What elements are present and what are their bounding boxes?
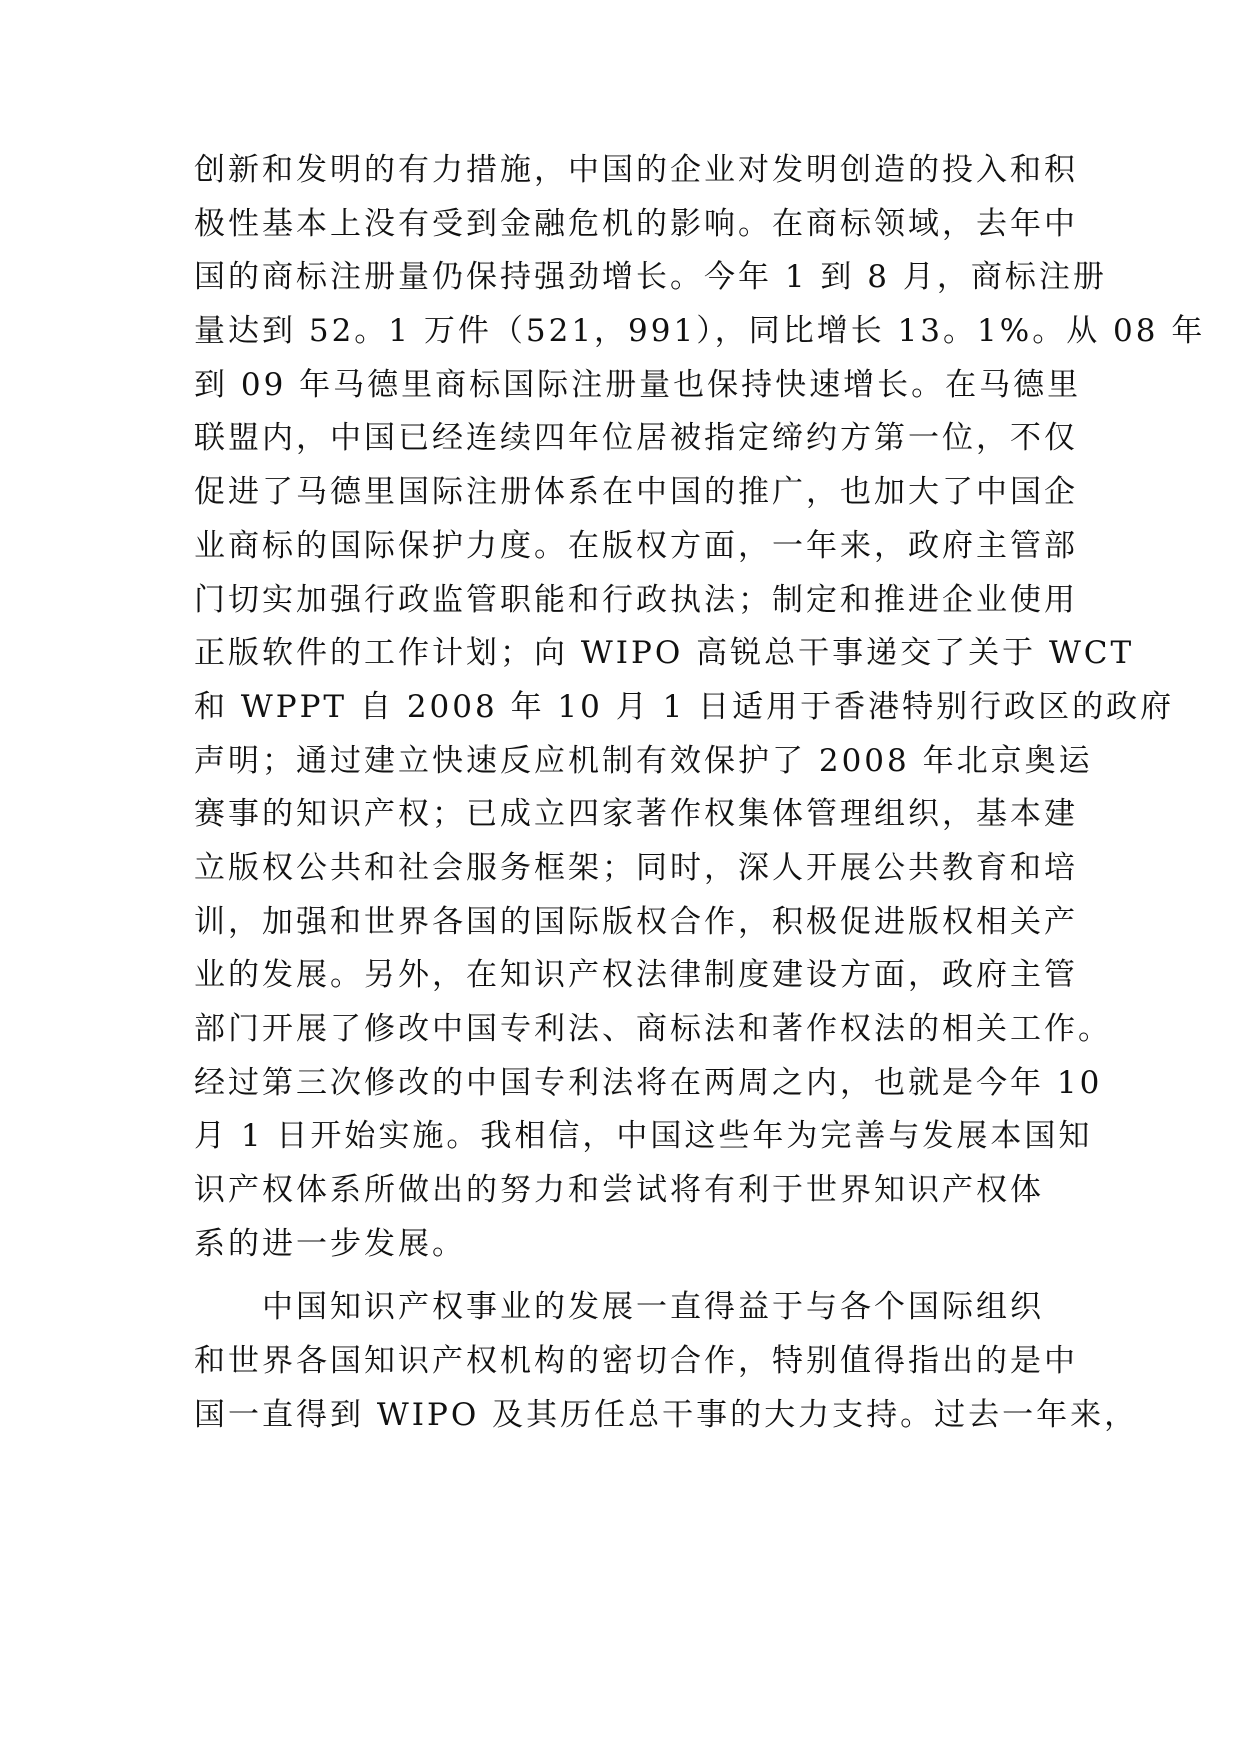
text-line: 训，加强和世界各国的国际版权合作，积极促进版权相关产 [194, 903, 1078, 940]
text-line: 和 WPPT 自 2008 年 10 月 1 日适用于香港特别行政区的政府 [194, 688, 1175, 725]
text-line: 中国知识产权事业的发展一直得益于与各个国际组织 [262, 1289, 1044, 1326]
text-line: 创新和发明的有力措施，中国的企业对发明创造的投入和积 [194, 152, 1078, 188]
text-line: 经过第三次修改的中国专利法将在两周之内，也就是今年 10 [194, 1064, 1103, 1101]
text-line: 极性基本上没有受到金融危机的影响。在商标领域，去年中 [194, 205, 1078, 242]
text-line: 量达到 52。1 万件（521，991），同比增长 13。1%。从 08 年 [194, 313, 1206, 350]
document-body [194, 144, 1206, 1443]
text-line: 立版权公共和社会服务框架；同时，深人开展公共教育和培 [194, 849, 1078, 886]
text-line: 和世界各国知识产权机构的密切合作，特别值得指出的是中 [194, 1343, 1078, 1380]
text-line: 国的商标注册量仍保持强劲增长。今年 1 到 8 月，商标注册 [194, 259, 1107, 296]
text-line: 声明；通过建立快速反应机制有效保护了 2008 年北京奥运 [194, 742, 1093, 779]
text-line: 月 1 日开始实施。我相信，中国这些年为完善与发展本国知 [194, 1118, 1093, 1155]
text-line: 赛事的知识产权；已成立四家著作权集体管理组织，基本建 [194, 796, 1078, 833]
text-line: 国一直得到 WIPO 及其历任总干事的大力支持。过去一年来， [194, 1396, 1139, 1433]
text-line: 部门开展了修改中国专利法、商标法和著作权法的相关工作。 [194, 1011, 1112, 1047]
text-line: 门切实加强行政监管职能和行政执法；制定和推进企业使用 [194, 581, 1078, 618]
paragraph-1 [194, 144, 1206, 1271]
text-line: 识产权体系所做出的努力和尝试将有利于世界知识产权体 [194, 1172, 1044, 1209]
text-line: 促进了马德里国际注册体系在中国的推广，也加大了中国企 [194, 474, 1078, 511]
paragraph-2 [194, 1281, 1139, 1442]
text-line: 到 09 年马德里商标国际注册量也保持快速增长。在马德里 [194, 366, 1082, 403]
text-line: 系的进一步发展。 [194, 1225, 466, 1262]
text-line: 联盟内，中国已经连续四年位居被指定缔约方第一位，不仅 [194, 420, 1078, 457]
text-line: 业商标的国际保护力度。在版权方面，一年来，政府主管部 [194, 527, 1078, 564]
text-line: 正版软件的工作计划；向 WIPO 高锐总干事递交了关于 WCT [194, 635, 1135, 672]
text-line: 业的发展。另外，在知识产权法律制度建设方面，政府主管 [194, 957, 1078, 994]
